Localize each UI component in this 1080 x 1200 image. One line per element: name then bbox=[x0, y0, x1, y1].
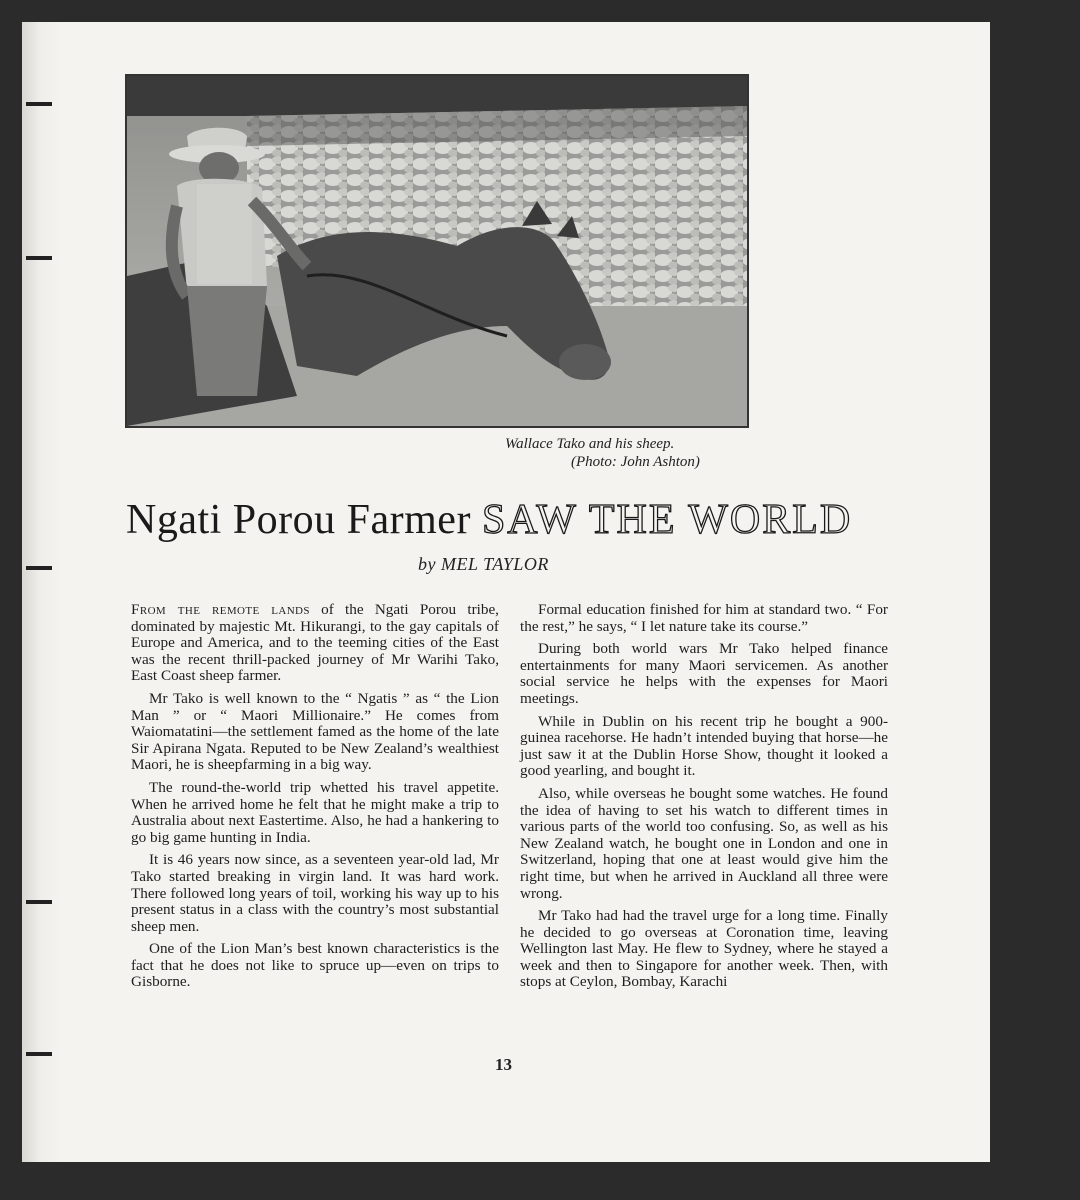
binding-stitch bbox=[26, 102, 52, 106]
paragraph-text: of the Ngati Porou tribe, dominated by majestic Mt. Hikurangi, to the gay capitals of Europe and America, and to the teeming cities of the East was the recent thrill-packed journey of Mr Warihi Tako, East Coast sheep farmer. bbox=[131, 601, 499, 685]
paragraph bbox=[131, 602, 499, 685]
paragraph: One of the Lion Man’s best known characteristics is the fact that he does not like to spruce up—even on trips to Gisborne. bbox=[131, 940, 499, 991]
caption-photo-credit: (Photo: John Ashton) bbox=[571, 454, 700, 470]
caption-line-1: Wallace Tako and his sheep. bbox=[505, 436, 675, 452]
headline-emphasis: SAW THE WORLD bbox=[481, 497, 853, 543]
left-column bbox=[131, 602, 499, 997]
byline: by MEL TAYLOR bbox=[418, 554, 549, 574]
paragraph: During both world wars Mr Tako helped finance entertainments for many Maori servicemen. As another social service he helps with the expenses for Maori meetings. bbox=[520, 640, 888, 707]
headline-plain: Ngati Porou Farmer bbox=[126, 497, 482, 543]
paragraph: Also, while overseas he bought some watches. He found the idea of having to set his watch to different times in various parts of the world too confusing. So, as well as his New Zealand watch, he bought one in London and one in Switzerland, hoping that one at least would give him the right time, but when he arrived in Auckland all three were wrong. bbox=[520, 784, 888, 902]
magazine-page bbox=[22, 22, 990, 1162]
article-photo bbox=[125, 74, 749, 428]
page-binding bbox=[22, 22, 82, 1162]
page-number: 13 bbox=[495, 1055, 512, 1074]
paragraph: Formal education finished for him at standard two. “ For the rest,” he says, “ I let nature take its course.” bbox=[520, 601, 888, 635]
right-column bbox=[520, 602, 888, 997]
paragraph: Mr Tako had had the travel urge for a long time. Finally he decided to go overseas at Coronation time, leaving Wellington last May. He flew to Sydney, where he stayed a week and then to Singapore for another week. Then, with stops at Ceylon, Bombay, Karachi bbox=[520, 907, 888, 991]
lead-smallcaps: From the remote lands bbox=[131, 601, 310, 618]
article-headline bbox=[126, 496, 886, 544]
binding-stitch bbox=[26, 256, 52, 260]
paragraph: The round-the-world trip whetted his travel appetite. When he arrived home he felt that he might make a trip to Australia about next Eastertime. Also, he had a hankering to go big game hunting in India. bbox=[131, 778, 499, 846]
paragraph: While in Dublin on his recent trip he bought a 900-guinea racehorse. He hadn’t intended buying that horse—he just saw it at the Dublin Horse Show, thought it looked a good yearling, and bought it. bbox=[520, 712, 888, 780]
paragraph: Mr Tako is well known to the “ Ngatis ” as “ the Lion Man ” or “ Maori Millionaire.” He comes from Waiomatatini—the settlement famed as the home of the late Sir Apirana Ngata. Reputed to be New Zealand’s wealthiest Maori, he is sheepfarming in a big way. bbox=[131, 689, 499, 774]
binding-stitch bbox=[26, 566, 52, 570]
photo-illustration bbox=[127, 76, 747, 426]
paragraph: It is 46 years now since, as a seventeen year-old lad, Mr Tako started breaking in virgin land. It was hard work. There followed long years of toil, working his way up to his present status in a class with the country’s most substantial sheep men. bbox=[131, 851, 499, 935]
binding-stitch bbox=[26, 900, 52, 904]
photo-caption bbox=[505, 435, 775, 471]
binding-stitch bbox=[26, 1052, 52, 1056]
